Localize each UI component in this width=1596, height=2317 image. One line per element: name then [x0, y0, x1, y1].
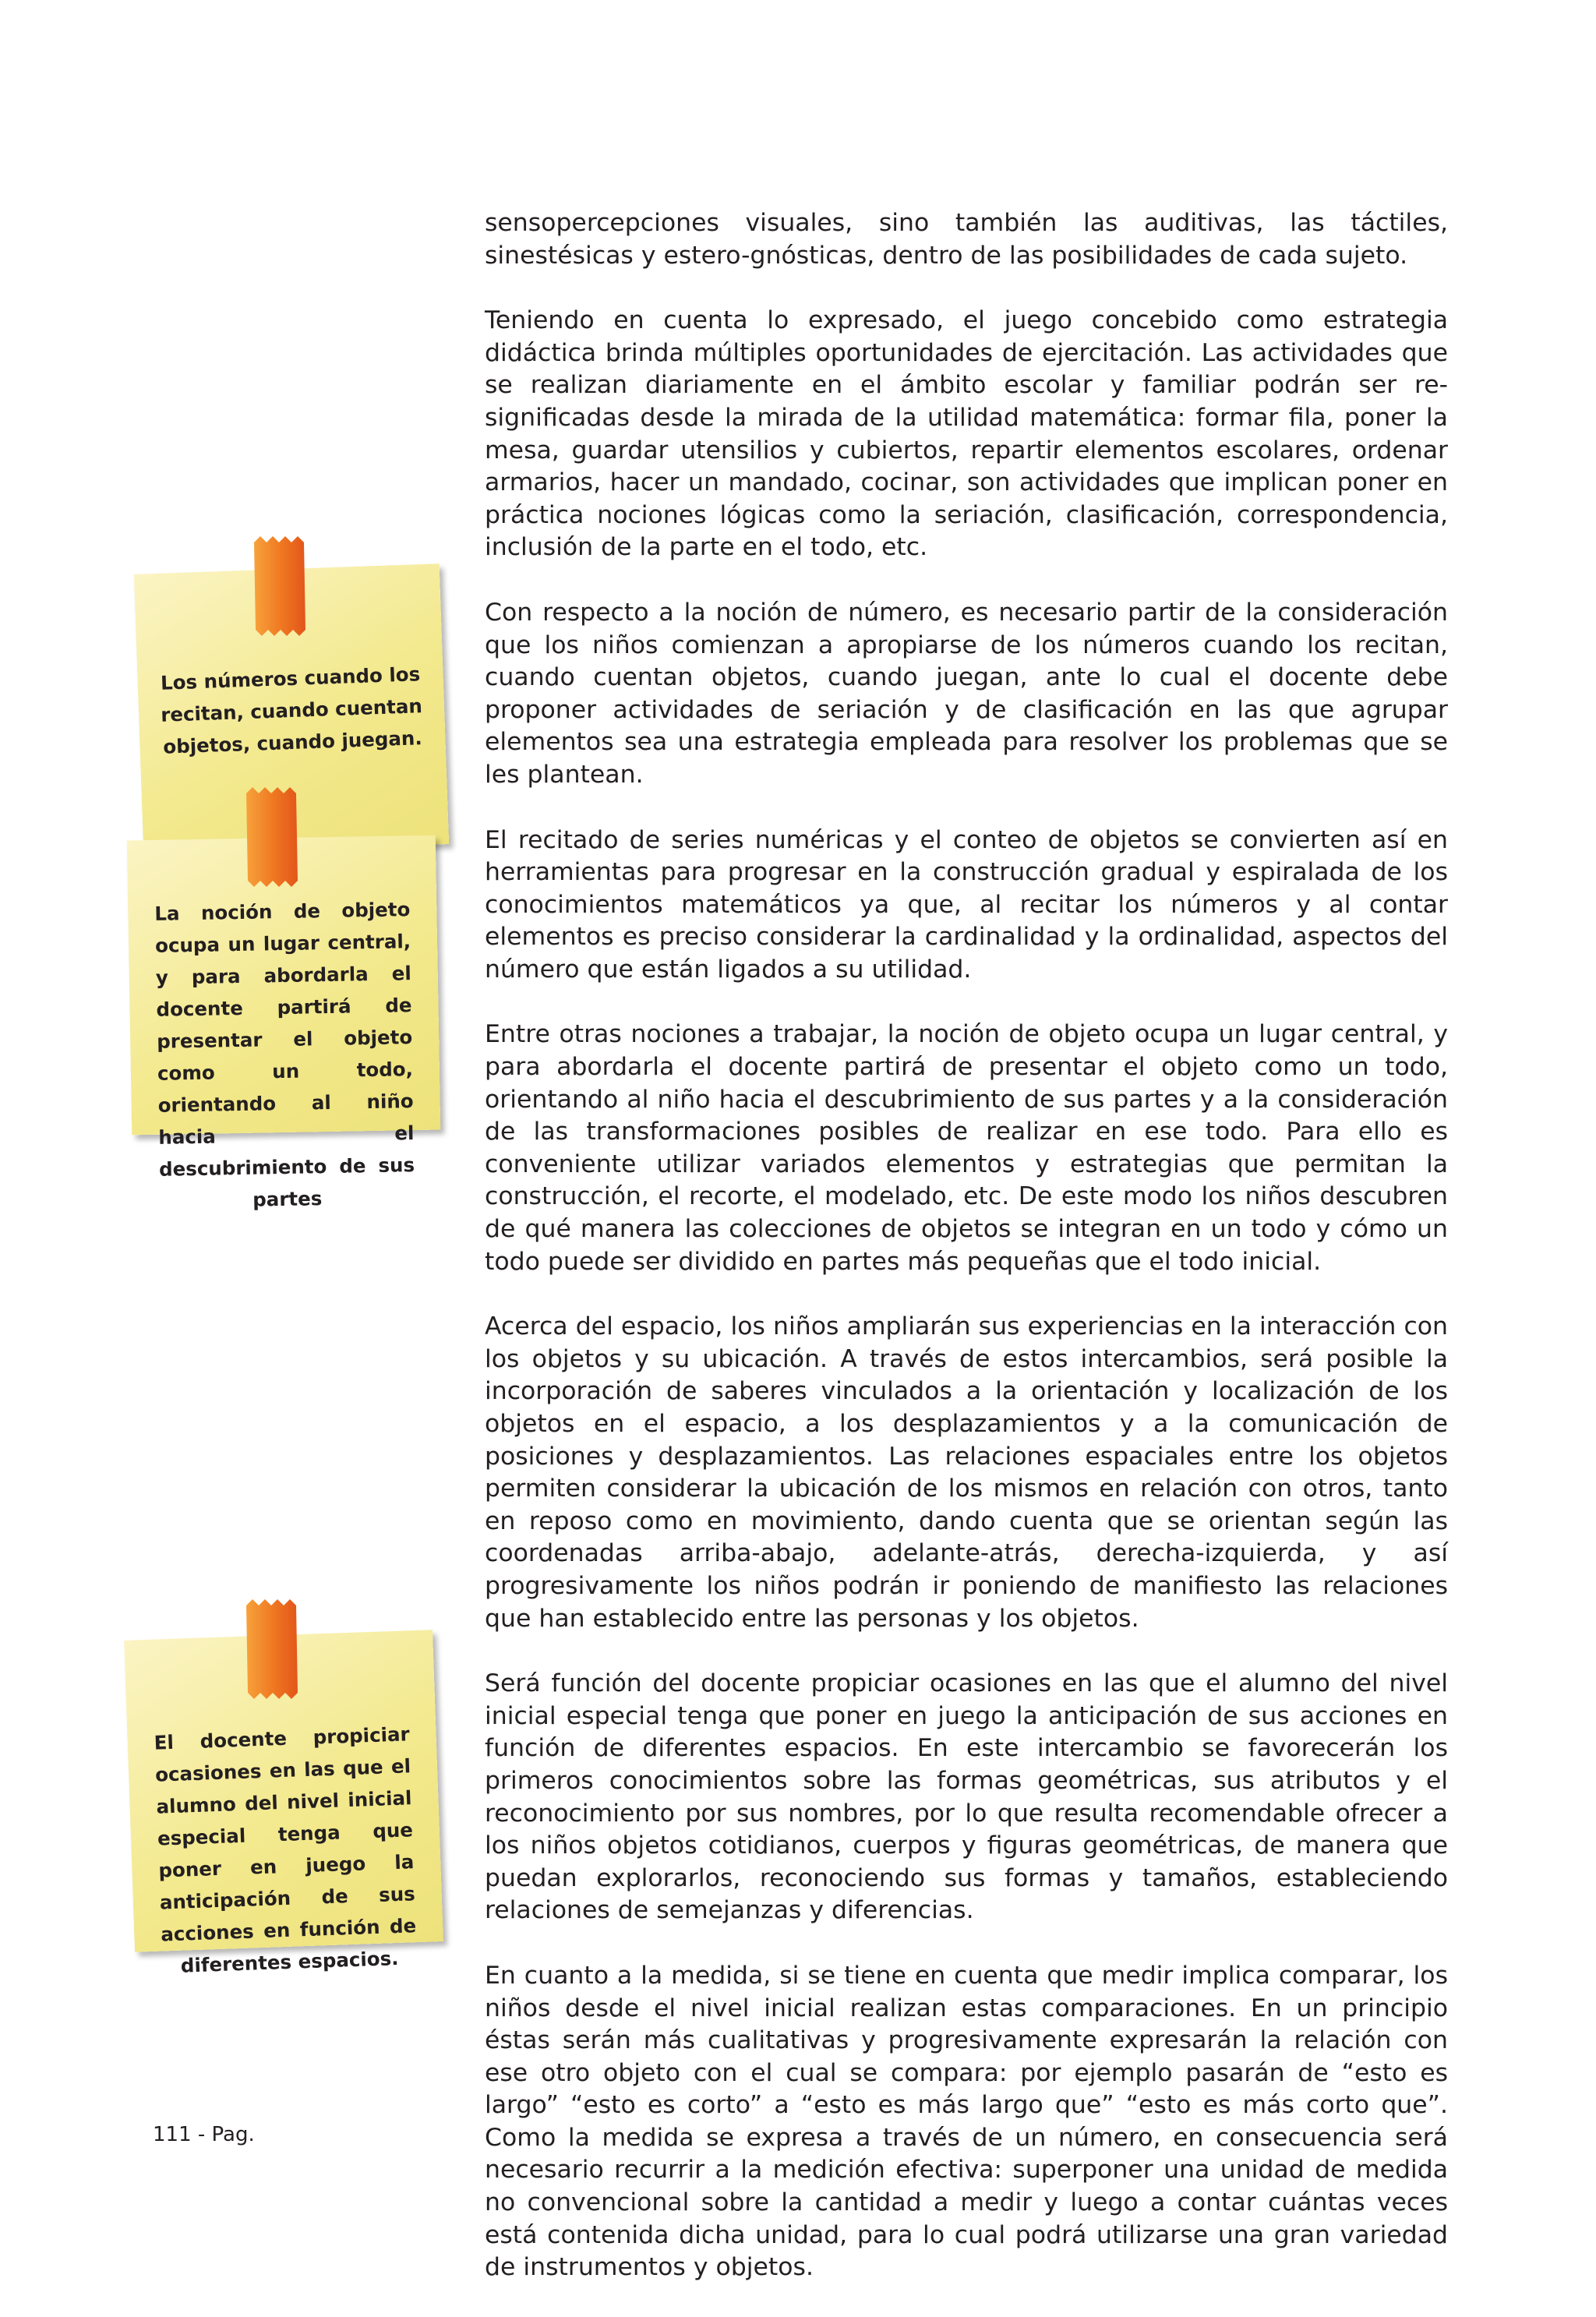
body-text-column [485, 207, 1448, 2317]
paragraph-nocion-numero: Con respecto a la noción de número, es necesario partir de la consideración que los niños comienzan a apropiarse de los números cuando los recitan, cuando cuentan objetos, cuando juegan, ante lo cual el docente debe proponer actividades de seriación y de clasificación en las que agrupar elementos sea una estrategia empleada para resolver los problemas que se les plantean. [485, 598, 1448, 789]
paragraph-medida: En cuanto a la medida, si se tiene en cuenta que medir implica comparar, los niños desde el nivel inicial realizan estas comparaciones. En un principio éstas serán más cualitativas y progresivamente expresarán la relación con ese otro objeto con el cual se compara: por ejemplo pasarán de “esto es largo” “esto es corto” a “esto es más largo que” “esto es más corto que”. Como la medida se expresa a través de un número, en consecuencia será necesario recurrir a la medición efectiva: superponer una unidad de medida no convencional sobre la cantidad a medir y luego a contar cuántas veces está contenida dicha unidad, para lo cual podrá utilizarse una gran variedad de instrumentos y objetos. [485, 1961, 1448, 2282]
sticky-note-nocion-objeto-text: La noción de objeto ocupa un lugar central, y para abordarla el docente partirá de presentar el objeto como un todo, orientando al niño hacia el descubrimiento de sus partes [154, 898, 415, 1211]
tape-icon [249, 536, 309, 636]
paragraph-espacio: Acerca del espacio, los niños ampliarán sus experiencias en la interacción con los objetos y su ubicación. A través de estos intercambios, será posible la incorporación de saberes vinculados a la orientación y localización de los objetos en el espacio, a los desplazamientos y a la comunicación de posiciones y desplazamientos. Las relaciones espaciales entre los objetos permiten considerar la ubicación de los mismos en relación con otros, tanto en reposo como en movimiento, dando cuenta que se orientan según las coordenadas arriba-abajo, adelante-atrás, derecha-izquierda, y así progresivamente los niños podrán ir poniendo de manifiesto las relaciones que han establecido entre las personas y los objetos. [485, 1312, 1448, 1633]
tape-icon [242, 787, 301, 887]
page-number: 111 - Pag. [153, 2123, 255, 2146]
tape-icon [242, 1599, 301, 1699]
paragraph-juego-estrategia: Teniendo en cuenta lo expresado, el juego concebido como estrategia didáctica brinda múltiples oportunidades de ejercitación. Las actividades que se realizan diariamente en el ámbito escolar y familiar podrán ser re-significadas desde la mirada de la utilidad matemática: formar fila, poner la mesa, guardar utensilios y cubiertos, repartir elementos escolares, ordenar armarios, hacer un mandado, cocinar, son actividades que implican poner en práctica nociones lógicas como la seriación, clasificación, correspondencia, inclusión de la parte en el todo, etc. [485, 306, 1448, 562]
paragraph-recitado-series: El recitado de series numéricas y el conteo de objetos se convierten así en herramientas para progresar en la construcción gradual y espiralada de los conocimientos matemáticos ya que, al recitar los números y al contar elementos es preciso considerar la cardinalidad y la ordinalidad, aspectos del número que están ligados a su utilidad. [485, 825, 1448, 984]
sticky-note-numeros-text: Los números cuando los recitan, cuando cuentan objetos, cuando juegan. [160, 662, 423, 758]
paragraph-sensopercepciones: sensopercepciones visuales, sino también las auditivas, las táctiles, sinestésicas y estero-gnósticas, dentro de las posibilidades de cada sujeto. [485, 209, 1448, 270]
paragraph-nocion-objeto: Entre otras nociones a trabajar, la noción de objeto ocupa un lugar central, y para abordarla el docente partirá de presentar el objeto como un todo, orientando al niño hacia el descubrimiento de sus partes y a la consideración de las transformaciones posibles de realizar en ese todo. Para ello es conveniente utilizar variados elementos y estrategias que permitan la construcción, el recorte, el modelado, etc. De este modo los niños descubren de qué manera las colecciones de objetos se integran en un todo y cómo un todo puede ser dividido en partes más pequeñas que el todo inicial. [485, 1020, 1448, 1276]
paragraph-formas-geometricas: Será función del docente propiciar ocasiones en las que el alumno del nivel inicial especial tenga que poner en juego la anticipación de sus acciones en función de diferentes espacios. En este intercambio se favorecerán los primeros conocimientos sobre las formas geométricas, sus atributos y el reconocimiento por sus nombres, por lo que resulta recomendable ofrecer a los niños objetos cotidianos, cuerpos y figuras geométricas, de manera que puedan explorarlos, reconociendo sus formas y tamaños, estableciendo relaciones de semejanzas y diferencias. [485, 1669, 1448, 1925]
sticky-note-docente-text: El docente propiciar ocasiones en las que el alumno del nivel inicial especial tenga que poner en juego la anticipación de sus acciones en función de diferentes espacios. [154, 1722, 417, 1977]
